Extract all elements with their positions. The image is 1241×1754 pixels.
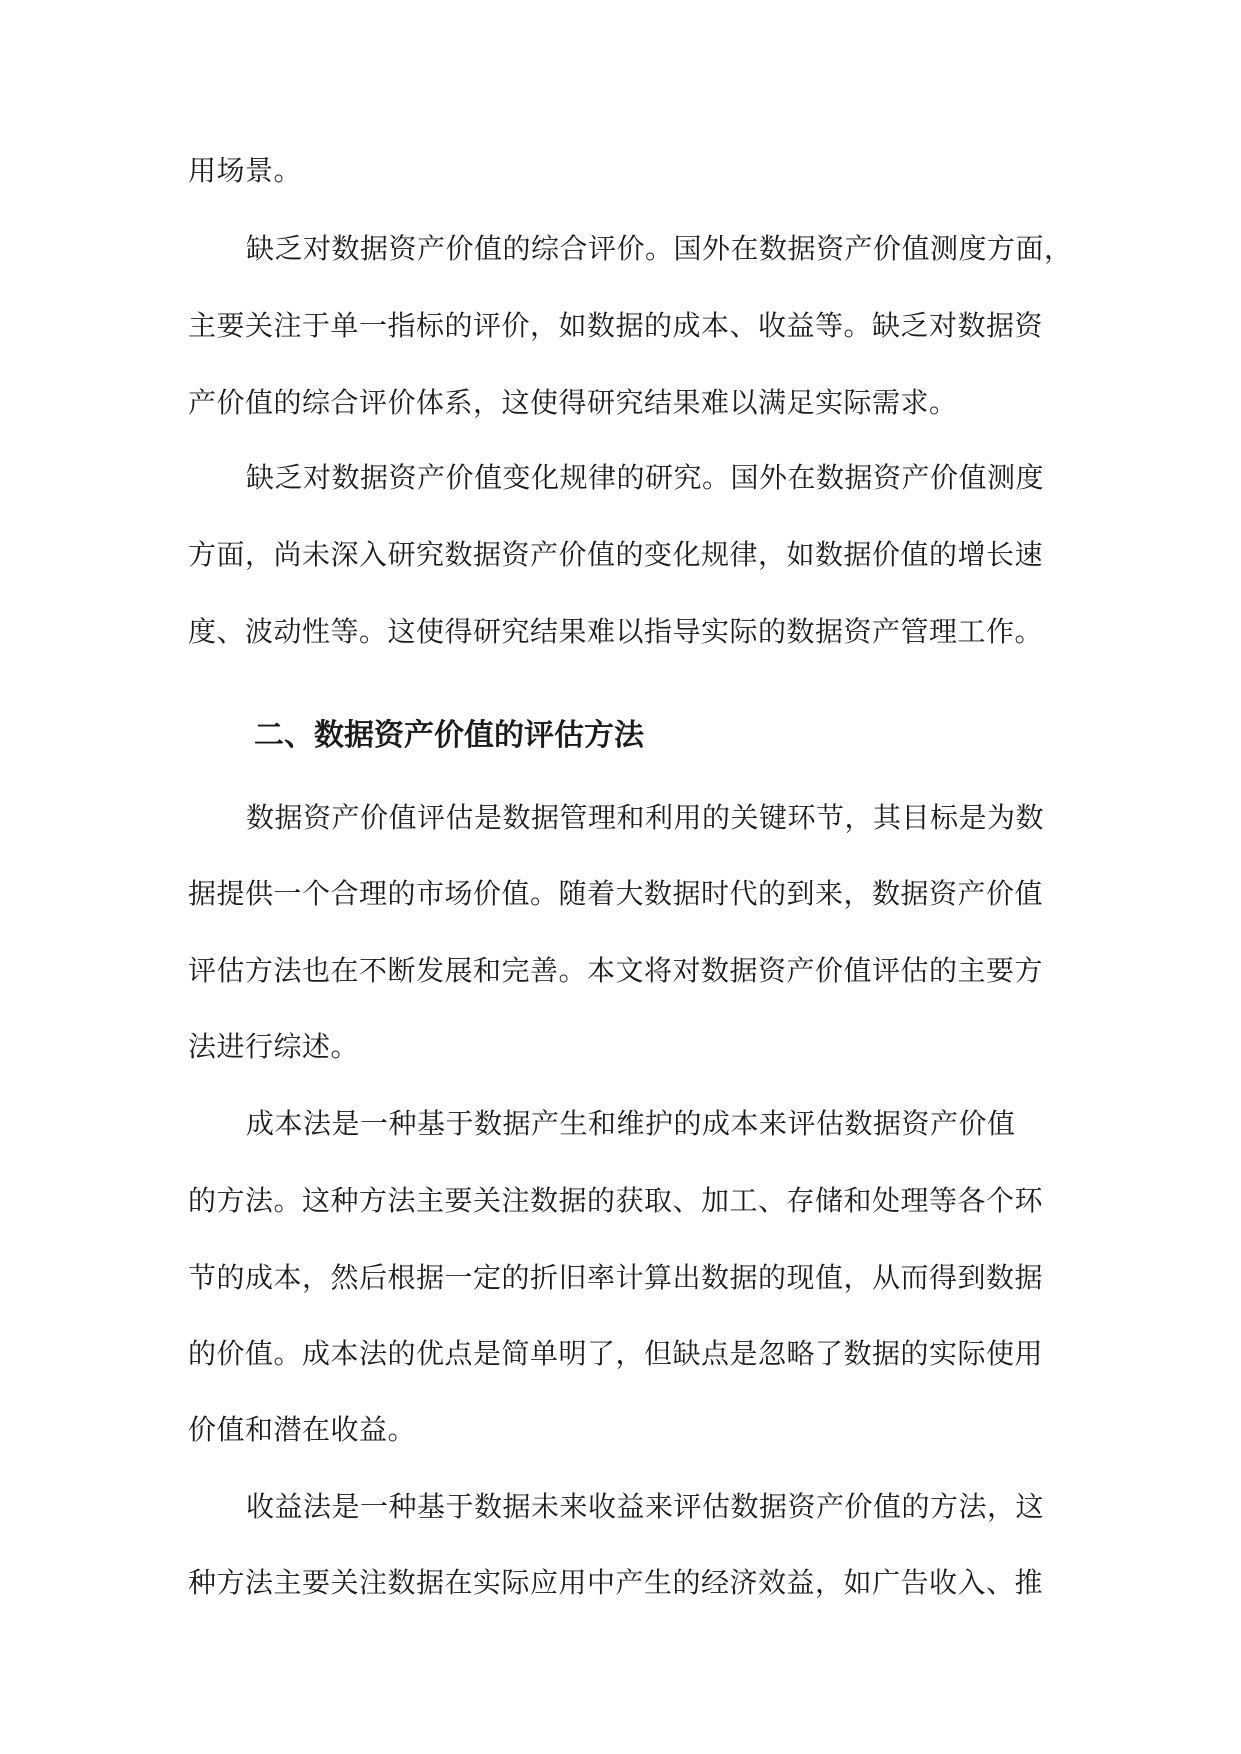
text-line: 据提供一个合理的市场价值。随着大数据时代的到来，数据资产价值 xyxy=(188,877,1044,910)
text-line: 成本法是一种基于数据产生和维护的成本来评估数据资产价值 xyxy=(246,1107,1016,1140)
text-line: 用场景。 xyxy=(188,154,303,187)
text-line: 的方法。这种方法主要关注数据的获取、加工、存储和处理等各个环 xyxy=(188,1184,1044,1217)
text-line: 法进行综述。 xyxy=(188,1030,360,1063)
text-line: 收益法是一种基于数据未来收益来评估数据资产价值的方法，这 xyxy=(246,1490,1045,1523)
text-line: 节的成本，然后根据一定的折旧率计算出数据的现值，从而得到数据 xyxy=(188,1261,1044,1294)
text-line: 主要关注于单一指标的评价，如数据的成本、收益等。缺乏对数据资 xyxy=(188,309,1044,342)
section-heading: 二、数据资产价值的评估方法 xyxy=(254,718,644,753)
text-line: 的价值。成本法的优点是简单明了，但缺点是忽略了数据的实际使用 xyxy=(188,1337,1044,1370)
text-line: 产价值的综合评价体系，这使得研究结果难以满足实际需求。 xyxy=(188,386,958,419)
text-line: 评估方法也在不断发展和完善。本文将对数据资产价值评估的主要方 xyxy=(188,954,1044,987)
text-line: 数据资产价值评估是数据管理和利用的关键环节，其目标是为数 xyxy=(246,801,1045,834)
text-line: 缺乏对数据资产价值的综合评价。国外在数据资产价值测度方面， xyxy=(246,232,1073,265)
text-line: 价值和潜在收益。 xyxy=(188,1413,417,1446)
text-line: 种方法主要关注数据在实际应用中产生的经济效益，如广告收入、推 xyxy=(188,1566,1044,1599)
text-line: 度、波动性等。这使得研究结果难以指导实际的数据资产管理工作。 xyxy=(188,615,1044,648)
text-line: 缺乏对数据资产价值变化规律的研究。国外在数据资产价值测度 xyxy=(246,461,1045,494)
text-line: 方面，尚未深入研究数据资产价值的变化规律，如数据价值的增长速 xyxy=(188,538,1044,571)
